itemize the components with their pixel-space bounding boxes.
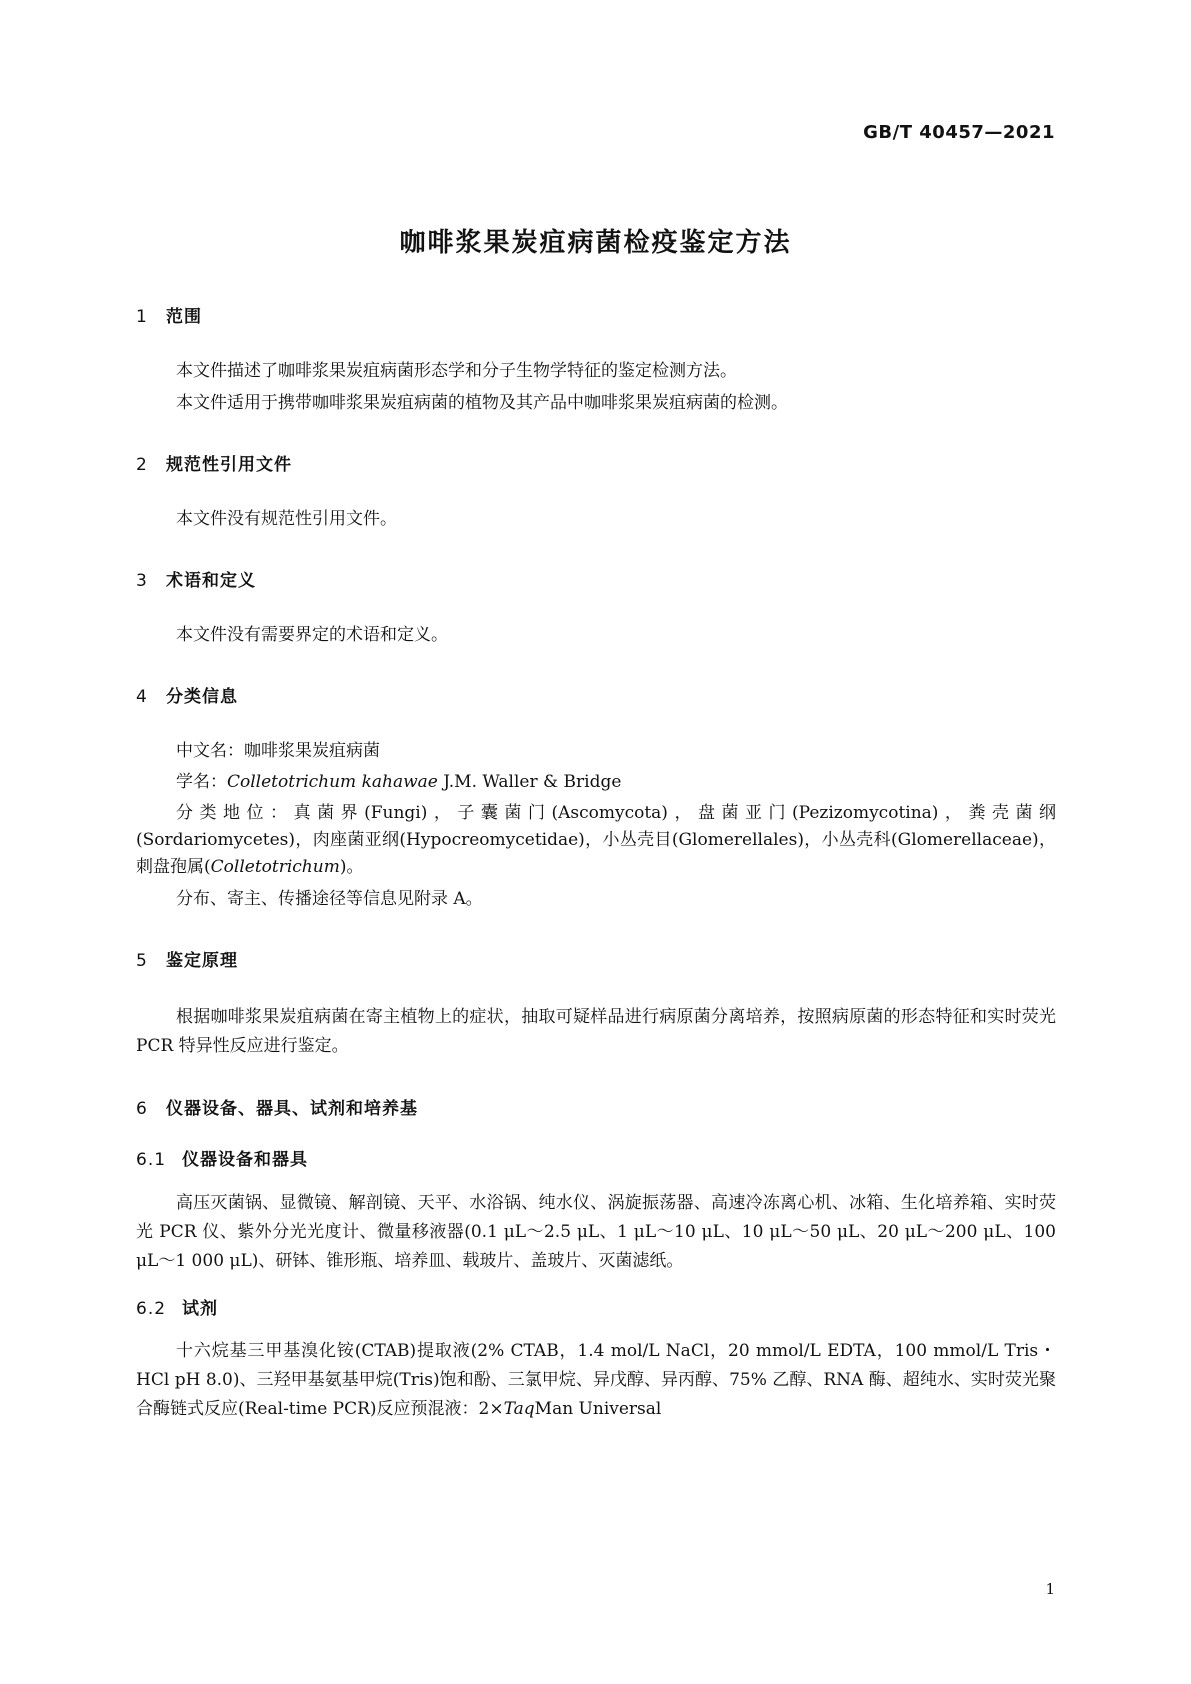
- sci-author: J.M. Waller & Bridge: [437, 772, 622, 792]
- section-title: 仪器设备、器具、试剂和培养基: [166, 1099, 418, 1119]
- section-number: 1: [136, 307, 148, 327]
- paragraph: 本文件适用于携带咖啡浆果炭疽病菌的植物及其产品中咖啡浆果炭疽病菌的检测。: [176, 393, 788, 413]
- section-heading: [136, 450, 292, 475]
- subsection-number: 6.2: [136, 1299, 167, 1319]
- taxonomy-text: 分类地位：真菌界(Fungi)，子囊菌门(Ascomycota)，盘菌亚门(Pezizomycotina)，粪壳菌纲(Sordariomycetes)，肉座菌亚纲(Hypocreomycetidae)，小丛壳目(Glomerellales)，小丛壳科(Glomerellaceae)，刺盘孢属(: [136, 803, 1056, 877]
- subsection-heading: [136, 1294, 218, 1319]
- paragraph: 本文件描述了咖啡浆果炭疽病菌形态学和分子生物学特征的鉴定检测方法。: [176, 361, 737, 381]
- section-title: 术语和定义: [166, 571, 256, 591]
- section-number: 2: [136, 455, 148, 475]
- section-heading: [136, 1094, 418, 1119]
- section-heading: [136, 302, 202, 327]
- section-number: 3: [136, 571, 148, 591]
- subsection-title: 仪器设备和器具: [182, 1150, 308, 1170]
- subsection-heading: [136, 1145, 308, 1170]
- paragraph: 本文件没有规范性引用文件。: [176, 509, 397, 529]
- section-heading: [136, 566, 256, 591]
- subsection-number: 6.1: [136, 1150, 167, 1170]
- paragraph: 根据咖啡浆果炭疽病菌在寄主植物上的症状，抽取可疑样品进行病原菌分离培养，按照病原菌的形态特征和实时荧光 PCR 特异性反应进行鉴定。: [136, 1007, 1056, 1056]
- document-title: 咖啡浆果炭疽病菌检疫鉴定方法: [399, 228, 792, 258]
- distribution-note: 分布、寄主、传播途径等信息见附录 A。: [176, 889, 483, 909]
- reagents-text-end: Man Universal: [534, 1399, 662, 1419]
- section-title: 范围: [166, 307, 202, 327]
- section-heading: [136, 946, 238, 971]
- section-number: 4: [136, 687, 148, 707]
- scientific-name: [176, 771, 1056, 794]
- section-number: 6: [136, 1099, 148, 1119]
- sci-prefix: 学名：: [176, 772, 227, 792]
- section-number: 5: [136, 951, 148, 971]
- paragraph: 高压灭菌锅、显微镜、解剖镜、天平、水浴锅、纯水仪、涡旋振荡器、高速冷冻离心机、冰箱、生化培养箱、实时荧光 PCR 仪、紫外分光光度计、微量移液器(0.1 μL～2.5 μL、1 μL～10 μL、10 μL～50 μL、20 μL～200 μL、100 μL～1 000 μL)、研钵、锥形瓶、培养皿、载玻片、盖玻片、灭菌滤纸。: [136, 1193, 1056, 1271]
- section-title: 分类信息: [166, 687, 238, 707]
- paragraph: 本文件没有需要界定的术语和定义。: [176, 625, 448, 645]
- chinese-name: 中文名：咖啡浆果炭疽病菌: [176, 741, 380, 761]
- taxonomy-genus: Colletotrichum: [210, 857, 340, 877]
- section-title: 鉴定原理: [166, 951, 238, 971]
- taxonomy: [136, 800, 1056, 881]
- section-title: 规范性引用文件: [166, 455, 292, 475]
- paragraph: [136, 1337, 1056, 1424]
- sci-binomial: Colletotrichum kahawae: [227, 772, 438, 792]
- taxonomy-end: )。: [339, 857, 364, 877]
- subsection-title: 试剂: [182, 1299, 218, 1319]
- standard-code: GB/T 40457—2021: [863, 122, 1055, 143]
- reagents-text: 十六烷基三甲基溴化铵(CTAB)提取液(2% CTAB，1.4 mol/L NaCl，20 mmol/L EDTA，100 mmol/L Tris・HCl pH 8.0)、三羟甲基氨基甲烷(Tris)饱和酚、三氯甲烷、异戊醇、异丙醇、75% 乙醇、RNA 酶、超纯水、实时荧光聚合酶链式反应(Real-time PCR)反应预混液：2×: [136, 1341, 1056, 1419]
- taq-italic: Taq: [503, 1399, 535, 1419]
- section-heading: [136, 682, 238, 707]
- page-number: 1: [1045, 1580, 1055, 1598]
